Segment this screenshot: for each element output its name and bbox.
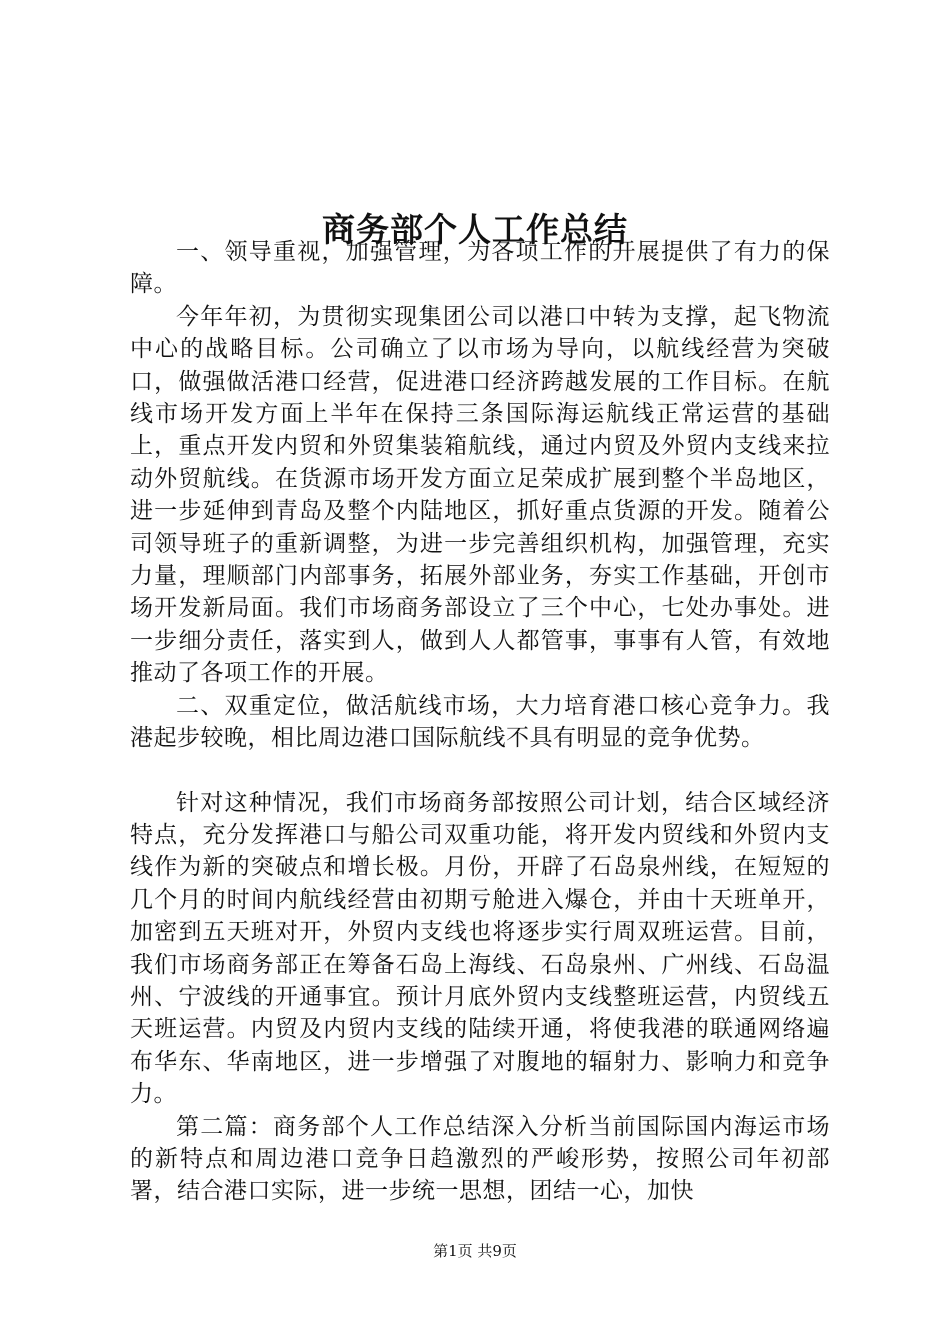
paragraph-section-one-body: 今年年初，为贯彻实现集团公司以港口中转为支撑，起飞物流中心的战略目标。公司确立了以市场为导向，以航线经营为突破口，做强做活港口经营，促进港口经济跨越发展的工作目标。在航线市场开发方面上半年在保持三条国际海运航线正常运营的基础上，重点开发内贸和外贸集装箱航线，通过内贸及外贸内支线来拉动外贸航线。在货源市场开发方面立足荣成扩展到整个半岛地区，进一步延伸到青岛及整个内陆地区，抓好重点货源的开发。随着公司领导班子的重新调整，为进一步完善组织机构，加强管理，充实力量，理顺部门内部事务，拓展外部业务，夯实工作基础，开创市场开发新局面。我们市场商务部设立了三个中心，七处办事处。进一步细分责任，落实到人，做到人人都管事，事事有人管，有效地推动了各项工作的开展。: [130, 303, 830, 687]
page-number-footer: 第1页 共9页: [433, 1242, 517, 1260]
document-body: [130, 236, 830, 1208]
document-title: 商务部个人工作总结: [322, 210, 628, 250]
paragraph-second-article: 第二篇：商务部个人工作总结深入分析当前国际国内海运市场的新特点和周边港口竞争日趋激烈的严峻形势，按照公司年初部署，结合港口实际，进一步统一思想，团结一心，加快: [130, 1113, 830, 1205]
paragraph-section-two-body: 针对这种情况，我们市场商务部按照公司计划，结合区域经济特点，充分发挥港口与船公司双重功能，将开发内贸线和外贸内支线作为新的突破点和增长极。月份，开辟了石岛泉州线，在短短的几个月的时间内航线经营由初期亏舱进入爆仓，并由十天班单开，加密到五天班对开，外贸内支线也将逐步实行周双班运营。目前，我们市场商务部正在筹备石岛上海线、石岛泉州、广州线、石岛温州、宁波线的开通事宜。预计月底外贸内支线整班运营，内贸线五天班运营。内贸及内贸内支线的陆续开通，将使我港的联通网络遍布华东、华南地区，进一步增强了对腹地的辐射力、影响力和竞争力。: [130, 789, 830, 1108]
paragraph-section-two-heading: 二、双重定位，做活航线市场，大力培育港口核心竞争力。我港起步较晚，相比周边港口国际航线不具有明显的竞争优势。: [130, 692, 830, 752]
paragraph-section-one-heading: 一、领导重视，加强管理，为各项工作的开展提供了有力的保障。: [130, 239, 830, 298]
